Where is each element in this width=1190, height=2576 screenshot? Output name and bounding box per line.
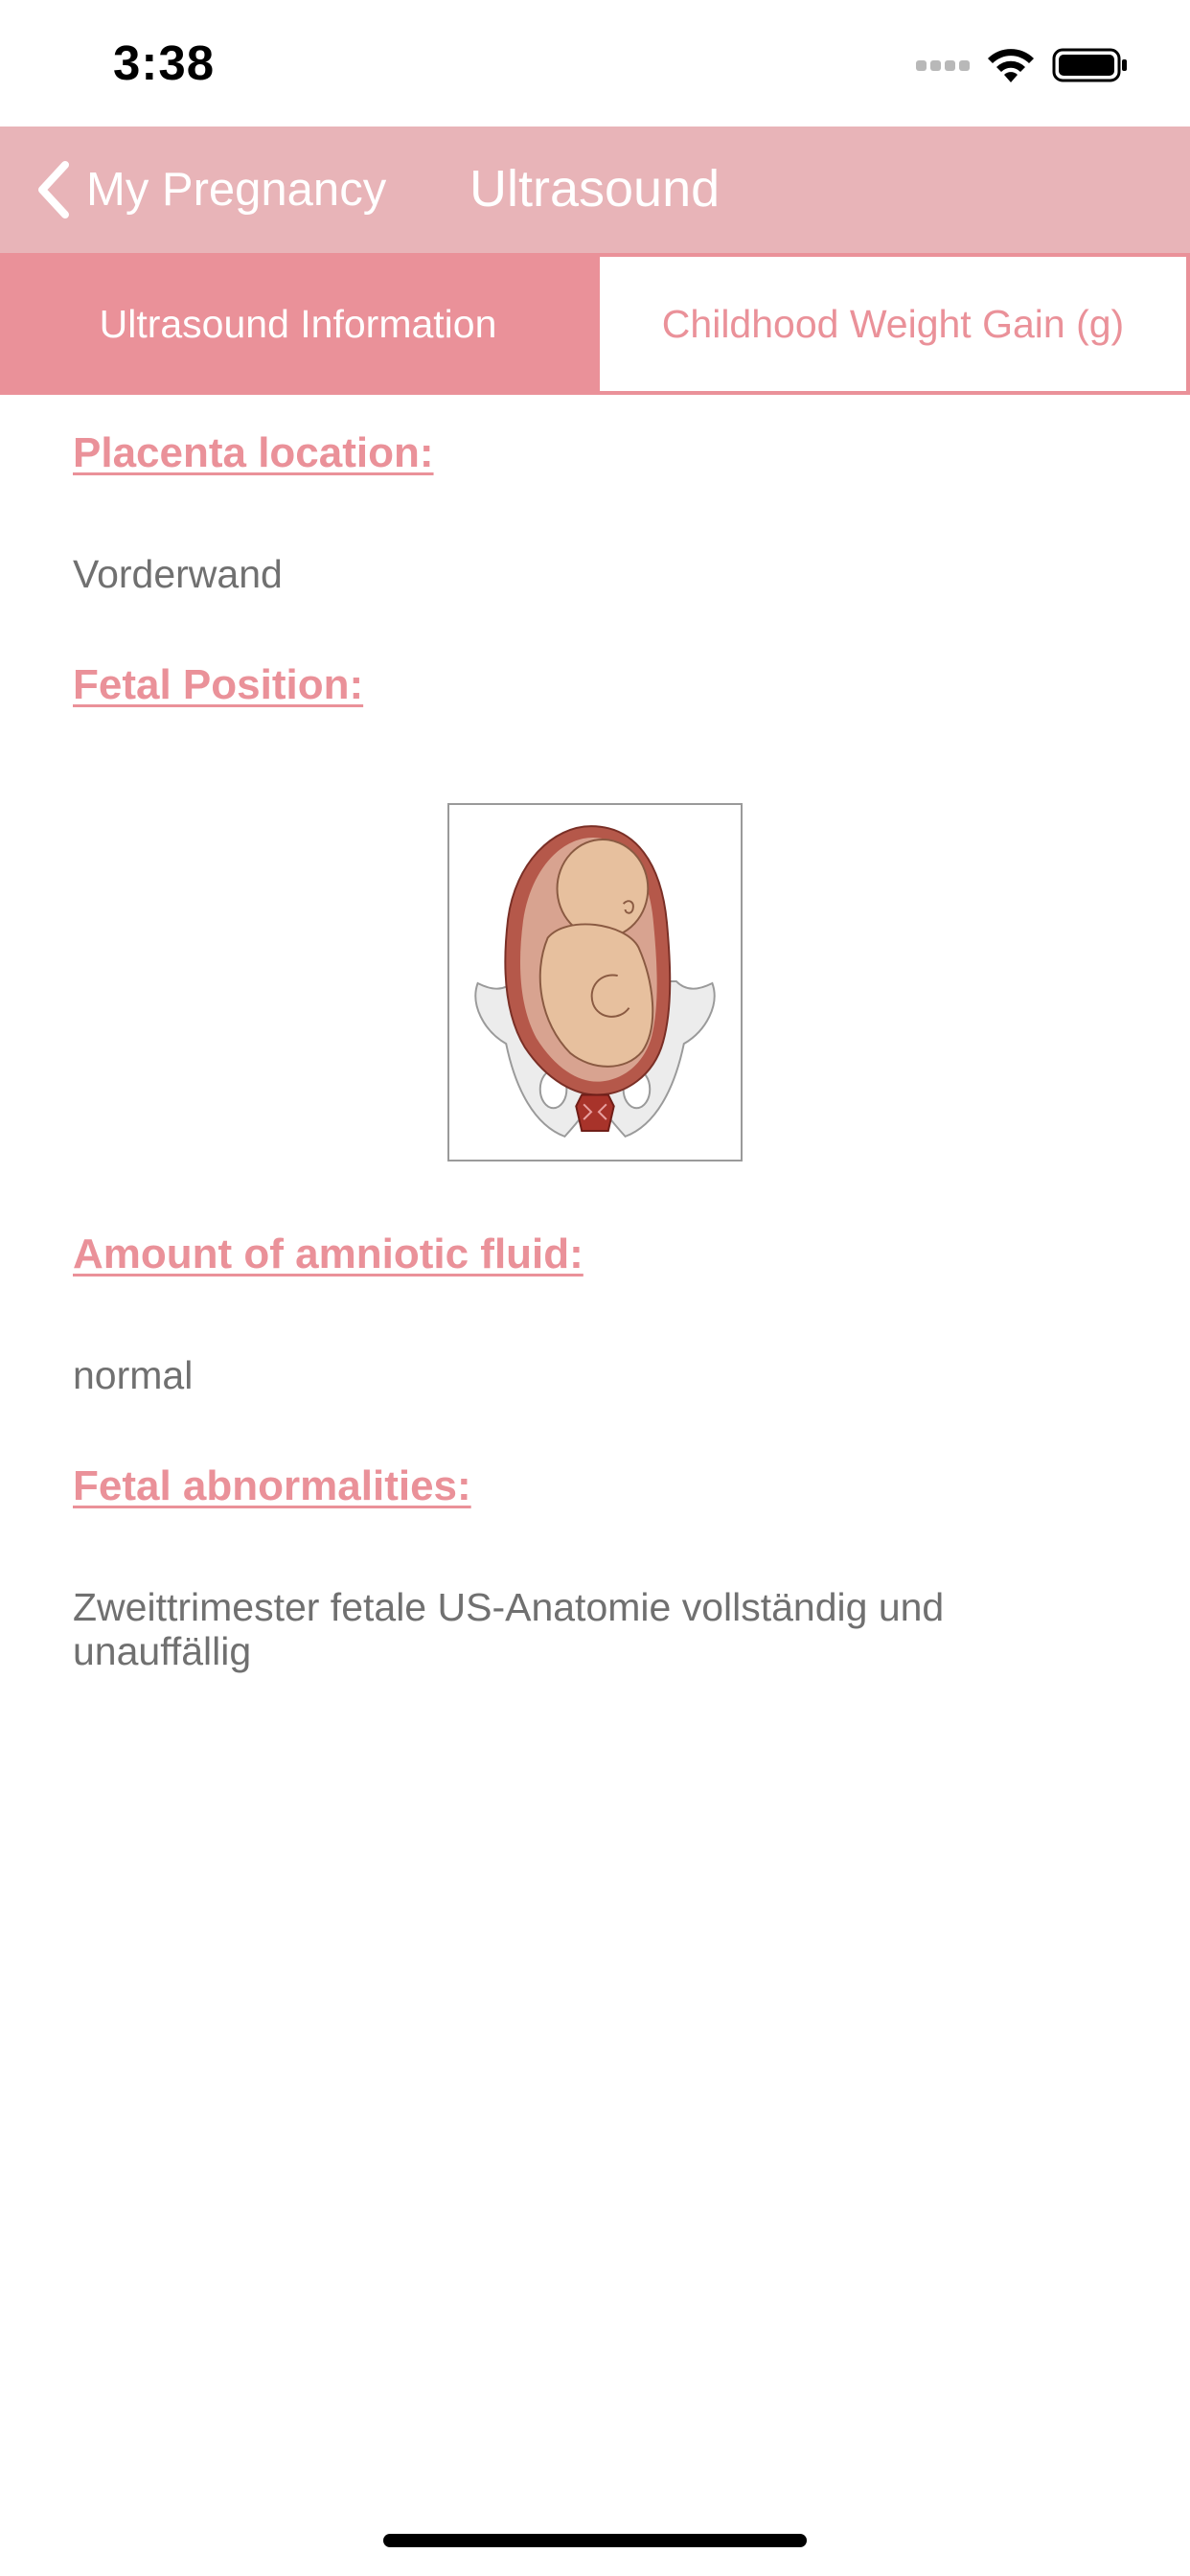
- status-bar: [0, 0, 1190, 126]
- battery-icon: [1052, 46, 1129, 84]
- tab-childhood-weight-gain[interactable]: Childhood Weight Gain (g): [596, 253, 1190, 395]
- tab-ultrasound-information[interactable]: Ultrasound Information: [0, 253, 596, 395]
- back-button[interactable]: [34, 155, 386, 224]
- signal-dots-icon: [916, 60, 970, 71]
- fetal-position-title: Fetal Position:: [73, 661, 364, 708]
- chevron-left-icon: [34, 159, 73, 220]
- back-button-label: My Pregnancy: [86, 164, 387, 216]
- page-title: Ultrasound: [469, 160, 721, 218]
- fetal-abnormalities-value: Zweittrimester fetale US-Anatomie vollständig und unauffällig: [73, 1585, 945, 1673]
- fetal-position-image: [447, 803, 743, 1162]
- status-icons: [916, 44, 1129, 86]
- fetus-in-pelvis-icon: [449, 805, 741, 1160]
- segmented-control: [0, 253, 1190, 395]
- placenta-location-value: Vorderwand: [73, 552, 283, 596]
- home-indicator[interactable]: [383, 2534, 807, 2547]
- fetal-abnormalities-title: Fetal abnormalities:: [73, 1462, 471, 1509]
- status-time: 3:38: [113, 35, 216, 90]
- placenta-location-title: Placenta location:: [73, 429, 434, 476]
- navigation-bar: [0, 126, 1190, 253]
- amniotic-fluid-title: Amount of amniotic fluid:: [73, 1230, 584, 1277]
- amniotic-fluid-value: normal: [73, 1353, 194, 1397]
- wifi-icon: [985, 46, 1037, 84]
